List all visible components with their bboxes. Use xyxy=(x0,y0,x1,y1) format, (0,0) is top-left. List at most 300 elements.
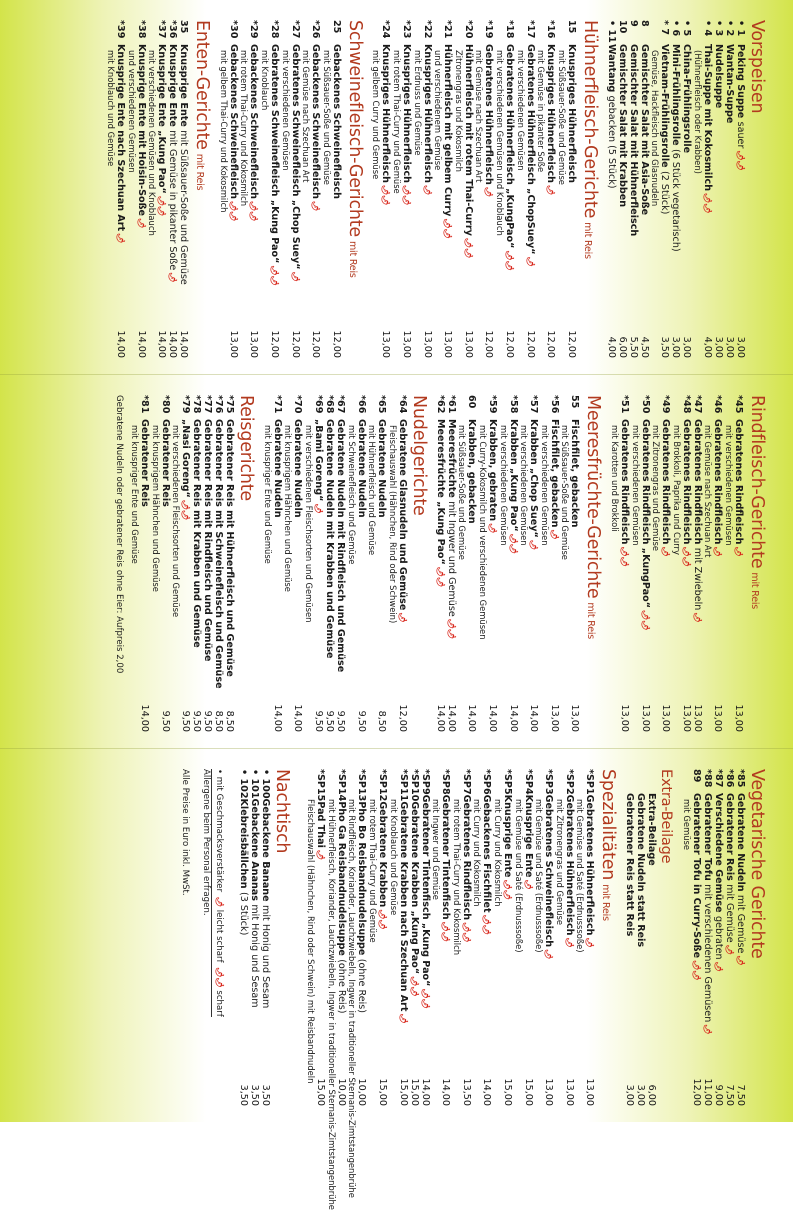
menu-item-name-group xyxy=(335,395,346,672)
menu-item xyxy=(272,395,283,732)
menu-item xyxy=(238,769,249,1106)
menu-item-name-group xyxy=(260,769,271,1008)
hot-chili-icon: 🌶🌶 xyxy=(503,879,513,900)
menu-item xyxy=(504,20,515,358)
menu-item-number: *78 xyxy=(191,395,203,414)
menu-item xyxy=(733,395,744,732)
menu-item-number: *38 xyxy=(135,20,147,39)
menu-item-description: Fleischauswahl (Hähnchen, Rind oder Schwein) mit Reisbandnudeln xyxy=(306,799,317,1084)
menu-item xyxy=(249,769,260,1106)
menu-item xyxy=(635,769,646,1106)
mild-chili-icon: 🌶 xyxy=(136,218,146,229)
section-footnote: Gebratene Nudeln oder gebratener Reis ohne Eier: Aufpreis 2,00 xyxy=(113,395,124,674)
menu-item xyxy=(461,769,472,1106)
menu-item-name: Gebratener Reis mit Schweinefleisch und Gemüse xyxy=(213,419,225,689)
menu-item-number: *SP11 xyxy=(397,769,409,802)
menu-item-price: 14,00 xyxy=(271,704,283,732)
menu-item-name-group xyxy=(692,395,703,623)
mild-chili-icon: 🌶 xyxy=(488,523,498,534)
menu-item-number: *SP7 xyxy=(460,769,472,795)
menu-item-description: mit Hühnerfleisch, Koriander, Lauchzwiebeln, Ingwer in traditioneller Sternanis-Zimtstangenbrühe xyxy=(326,799,337,1210)
menu-item-name: Knuspriges Hühnerfleisch xyxy=(565,44,577,184)
mild-chili-icon: 🌶 xyxy=(484,186,494,197)
menu-item-price: 3,00 xyxy=(735,336,746,358)
section-subtitle: mit Reis xyxy=(194,153,206,191)
menu-item xyxy=(564,769,575,1106)
menu-item-price: 4,00 xyxy=(702,336,713,358)
menu-panel-left xyxy=(0,0,793,374)
menu-item-name: Gebratener Tintenfisch „Kung Pao“ xyxy=(419,794,431,987)
menu-item-description: mit verschiedenen Gemüsen und Knoblauch xyxy=(495,50,506,236)
hot-chili-icon: 🌶🌶 xyxy=(402,185,412,206)
menu-item-name-group xyxy=(238,769,249,935)
menu-item-name: Gebratene Krabben xyxy=(377,801,389,908)
menu-item-price: 12,00 xyxy=(483,330,495,358)
menu-item-name-group xyxy=(635,769,646,947)
allergen-note: Allergene beim Personal erfragen. xyxy=(200,769,211,916)
menu-item-price: 13,00 xyxy=(563,1078,575,1106)
menu-item-description: mit verschiedenen Gemüsen xyxy=(630,425,641,546)
mild-chili-icon: 🌶 xyxy=(713,546,723,557)
menu-item-price: 13,00 xyxy=(248,330,260,358)
menu-item-name-group xyxy=(331,20,342,199)
menu-item xyxy=(724,20,735,358)
hot-chili-icon: 🌶🌶 xyxy=(214,967,224,988)
menu-item-description: (Hühnerfleisch oder Krabben) xyxy=(693,50,703,174)
menu-item-name-group xyxy=(376,395,387,518)
menu-section xyxy=(306,769,619,1210)
menu-item-description: mit gelbem Curry und Gemüse xyxy=(371,50,382,180)
menu-item-description: mit Gemüse nach Szechuan Art xyxy=(474,50,485,183)
menu-item xyxy=(290,20,301,358)
section-title-text: Spezialitäten xyxy=(598,769,619,881)
menu-item-name-group xyxy=(377,769,388,930)
menu-item-number: 10 xyxy=(616,20,628,34)
menu-item-number: *SP2 xyxy=(563,769,575,795)
menu-item xyxy=(691,769,702,1106)
menu-item-description: mit rotem Thai-Curry und Gemüse xyxy=(392,50,403,194)
menu-item xyxy=(619,395,630,732)
menu-item-number: *45 xyxy=(733,395,744,414)
menu-section xyxy=(609,395,767,732)
menu-item-name: Gebratenes Hühnerfleisch „ChopSuey“ xyxy=(524,44,536,255)
menu-item-description: mit verschiedenen Gemüsen xyxy=(539,425,550,546)
menu-item-price: 12,00 xyxy=(524,330,536,358)
menu-item-name: Gebratener Tofu in Curry-Soße xyxy=(691,793,702,959)
menu-item-name: Pad Thai xyxy=(315,801,327,848)
menu-item-description: Gemüse, Hackfleisch und Glasnudeln xyxy=(650,50,661,207)
menu-item xyxy=(180,395,191,732)
menu-item xyxy=(712,395,723,732)
menu-item-number: *SP15 xyxy=(315,769,327,802)
menu-item xyxy=(335,395,346,732)
hot-chili-icon: 🌶🌶 xyxy=(505,250,515,271)
menu-item-name-group xyxy=(272,395,283,518)
menu-item-price: 6,00 xyxy=(616,336,628,358)
menu-item-name-group xyxy=(440,769,451,942)
menu-item-description: mit Gemüse und Saté (Erdnusssoße) xyxy=(534,799,545,953)
menu-item-price: 8,50 xyxy=(224,710,236,732)
menu-item-name: Hühnerfleisch mit rotem Thai-Curry xyxy=(462,44,474,236)
menu-item-description: mit Curry-Kokosmilch und verschiedenen Gemüsen xyxy=(478,425,489,640)
menu-item-name-group xyxy=(691,769,702,980)
menu-item xyxy=(606,20,617,358)
menu-item xyxy=(639,20,650,358)
menu-item-description: mit Schweinefleisch und Gemüse xyxy=(346,425,357,565)
menu-item xyxy=(442,20,453,358)
section-title-text: Schweinefleisch-Gerichte xyxy=(344,20,365,237)
menu-item-description: mit Knoblauch xyxy=(260,50,271,111)
menu-item-inline-desc: (6 Stück vegetarisch) xyxy=(670,149,682,252)
menu-item xyxy=(481,769,492,1106)
menu-item-name-group xyxy=(713,769,724,972)
menu-item-price: 12,00 xyxy=(330,330,342,358)
menu-item-price: 14,00 xyxy=(528,704,540,732)
menu-item-price: 4,50 xyxy=(638,336,650,358)
menu-item xyxy=(422,20,433,358)
menu-item-number: 35 xyxy=(178,20,190,34)
menu-item-name: Gebratene Nudeln xyxy=(735,793,746,892)
menu-item xyxy=(156,20,167,358)
menu-item-price: 13,00 xyxy=(401,330,413,358)
hot-chili-icon: 🌶🌶 xyxy=(692,960,701,981)
menu-item-name: Krabben, gebraten xyxy=(487,419,499,522)
menu-item-price: 13,00 xyxy=(660,704,672,732)
menu-item-price: 13,00 xyxy=(227,330,239,358)
menu-item-inline-desc: (ohne Reis) xyxy=(335,959,347,1014)
menu-item xyxy=(735,20,746,358)
menu-item-name: Gebratener Reis xyxy=(159,419,171,507)
mild-chili-icon: 🌶 xyxy=(311,200,321,212)
menu-item-name-group xyxy=(545,20,556,195)
legend-msg-text: • mit Geschmacksverstärker xyxy=(213,769,224,893)
mild-chili-icon: 🌶 xyxy=(703,1024,712,1035)
menu-item-name: „Bami Goreng“ xyxy=(313,419,325,502)
menu-item-name: Gebratenes Rindfleisch xyxy=(660,419,672,545)
menu-item-number: • 6 xyxy=(670,20,682,37)
menu-item-name: Gebratenes Rindfleisch xyxy=(680,419,692,545)
menu-item-name: Hühnerfleisch mit gelbem Curry xyxy=(442,44,454,217)
menu-item-name: Gebratener Reis xyxy=(139,419,151,507)
menu-item-description: mit Brokkoli, Paprika und Curry xyxy=(671,425,682,555)
section-subtitle: mit Reis xyxy=(581,222,593,259)
menu-item-inline-desc: mit Gemüse xyxy=(724,884,735,943)
menu-item-price: 8,50 xyxy=(376,710,388,732)
menu-item-name-group xyxy=(549,395,560,540)
menu-item-name-group xyxy=(617,20,628,207)
menu-item-number: *21 xyxy=(442,20,454,39)
menu-item xyxy=(324,395,335,732)
section-title xyxy=(746,20,767,358)
menu-item-name-group xyxy=(564,769,575,948)
menu-section xyxy=(113,395,257,732)
menu-item-price: 15,00 xyxy=(408,1078,420,1106)
menu-item xyxy=(115,20,126,358)
mild-chili-icon: 🌶 xyxy=(585,937,595,948)
hot-chili-icon: 🌶🌶 xyxy=(463,237,473,259)
menu-item-number: *27 xyxy=(289,20,301,39)
menu-item-name-group xyxy=(681,20,692,153)
menu-item-name-group xyxy=(724,769,735,955)
menu-item-number: 60 xyxy=(466,395,478,409)
menu-item-name: Gebratene Nudeln xyxy=(355,419,367,518)
menu-item-price: 14,00 xyxy=(178,330,190,358)
menu-item-name-group xyxy=(702,769,713,1034)
menu-item-name: Gebackenes Schweinefleisch xyxy=(330,44,342,199)
menu-item-price: 10,00 xyxy=(356,1078,368,1106)
menu-item-number: *47 xyxy=(691,395,703,414)
menu-item xyxy=(213,395,224,732)
menu-item-price: 12,00 xyxy=(310,330,322,358)
menu-item-inline-desc: mit Zwiebeln xyxy=(691,547,703,611)
section-subtitle: mit Reis xyxy=(585,602,597,640)
menu-item-description: mit Hühnerfleisch und Gemüse xyxy=(367,425,378,556)
menu-item-price: 14,00 xyxy=(440,1078,452,1106)
menu-section xyxy=(238,769,292,1106)
menu-item-price: 14,00 xyxy=(156,330,168,358)
menu-item xyxy=(376,395,387,732)
menu-item-name: Fischfilet, gebacken xyxy=(569,419,581,528)
mild-chili-icon: 🌶 xyxy=(116,233,126,244)
menu-item-name-group xyxy=(160,395,171,507)
menu-item-description: mit Curry und Kokosmilch xyxy=(493,799,504,907)
menu-item-price: 3,50 xyxy=(259,1084,271,1106)
prices-note: Alle Preise in Euro inkl. MwSt. xyxy=(179,769,190,896)
menu-item-inline-desc: (3 Stück) xyxy=(237,891,249,936)
menu-item-price: 6,00 xyxy=(646,1084,658,1106)
menu-item xyxy=(659,20,670,358)
mild-chili-icon: 🌶 xyxy=(314,503,324,514)
menu-item-number: 9 xyxy=(627,20,639,27)
menu-item-name-group xyxy=(735,20,746,171)
mild-chili-icon: 🌶 xyxy=(544,949,554,960)
menu-item-number: *17 xyxy=(524,20,536,39)
menu-item-name: Verschiedene Gemüse xyxy=(713,793,724,913)
menu-item-number: *80 xyxy=(159,395,171,414)
menu-item-number: *SP8 xyxy=(440,769,452,795)
section-title-text: Nachtisch xyxy=(271,769,292,854)
menu-item-price: 12,00 xyxy=(691,1078,702,1106)
section-subtitle: mit Reis xyxy=(346,240,358,278)
menu-item-name: Gebratenes Rindfleisch xyxy=(691,419,703,545)
menu-item-name: Gebratene Glasnudeln und Gemüse xyxy=(396,419,408,611)
section-title-text: Rindfleisch-Gerichte xyxy=(747,395,767,569)
menu-item-number: • 1 xyxy=(735,20,746,37)
menu-item-name: „Nasi Goreng“ xyxy=(180,419,192,498)
menu-item xyxy=(502,769,513,1106)
menu-item-name: Gebratenes Rindfleisch xyxy=(460,794,472,921)
menu-item-name: Gebratenes Rindfleisch „KungPao“ xyxy=(639,419,651,609)
hot-chili-icon: 🌶🌶 xyxy=(435,566,445,588)
hot-chili-icon: 🌶🌶 xyxy=(381,185,391,206)
menu-item-name: Gemischter Salat mit Hühnerfleisch xyxy=(627,44,639,237)
menu-item-name: Wantang xyxy=(605,44,617,93)
menu-item-price: 9,50 xyxy=(191,710,203,732)
menu-item-number: • 5 xyxy=(681,20,693,37)
menu-item-name-group xyxy=(463,20,474,258)
menu-item-description: mit rotem Thai-Curry und Gemüse xyxy=(368,799,379,943)
menu-item xyxy=(463,20,474,358)
menu-item-inline-desc: gebacken (5 Stück) xyxy=(605,95,617,189)
menu-item-number: *46 xyxy=(712,395,724,414)
menu-item-price: 11,00 xyxy=(702,1078,713,1106)
section-title-text: Vorspeisen xyxy=(747,20,767,114)
mild-chili-icon: 🌶 xyxy=(290,271,300,282)
menu-item-price: 9,50 xyxy=(313,710,325,732)
menu-item xyxy=(525,20,536,358)
mild-chili-icon: 🌶 xyxy=(525,256,535,267)
hot-chili-icon: 🌶🌶 xyxy=(681,546,691,567)
menu-item-name-group xyxy=(139,395,150,507)
menu-item-name: Knuspriges Hühnerfleisch xyxy=(545,44,557,184)
menu-item-price: 15,00 xyxy=(397,1078,409,1106)
menu-item-price: 3,50 xyxy=(237,1084,249,1106)
menu-item-price: 13,00 xyxy=(733,704,744,732)
menu-item-name: Knusprige Ente „Kung Pao“ xyxy=(156,44,168,194)
hot-chili-icon: 🌶🌶 xyxy=(640,610,650,631)
menu-item-name: Gebratener Reis mit Hühnerfleisch und Gemüse xyxy=(224,419,236,677)
menu-item xyxy=(228,20,239,358)
menu-item-name-group xyxy=(712,395,723,557)
menu-item-name: Gebratener Reis mit Krabben und Gemüse xyxy=(191,419,203,648)
menu-item-name-group xyxy=(420,769,431,1009)
menu-item-number: *67 xyxy=(335,395,347,414)
menu-item-inline-desc: mit Honig und Sesam xyxy=(259,905,271,1009)
menu-item xyxy=(139,395,150,732)
menu-item xyxy=(136,20,147,358)
menu-item-price: 7,50 xyxy=(724,1084,735,1106)
menu-item xyxy=(310,20,321,358)
menu-panel-middle xyxy=(0,374,793,748)
section-title xyxy=(342,20,365,358)
menu-item xyxy=(397,395,408,732)
menu-item-name-group xyxy=(178,20,189,285)
menu-item-name-group xyxy=(397,395,408,623)
menu-item-number: *18 xyxy=(504,20,516,39)
menu-item-number: 89 xyxy=(691,769,702,783)
menu-item-name: Gebratenes Hühnerfleisch xyxy=(584,794,596,936)
menu-item xyxy=(331,20,342,358)
menu-item-name: Gebratenes Rindfleisch xyxy=(619,419,631,545)
section-title-text: Nudelgerichte xyxy=(408,395,429,516)
menu-item-price: 13,50 xyxy=(460,1078,472,1106)
menu-item xyxy=(313,395,324,732)
menu-item-number: *51 xyxy=(619,395,631,414)
menu-item-inline-desc: mit Gemüse xyxy=(735,894,746,954)
menu-item-name-group xyxy=(249,20,260,221)
menu-item-price: 15,00 xyxy=(522,1078,534,1106)
menu-item-number: *48 xyxy=(680,395,692,414)
menu-item-name-group xyxy=(733,395,744,557)
menu-item-inline-desc: mit Gemüse in pikanter Soße xyxy=(167,130,179,271)
menu-item-name-group xyxy=(336,769,347,1013)
menu-item-price: 14,00 xyxy=(507,704,519,732)
menu-item-name: Klebreisbällchen xyxy=(237,798,249,889)
menu-section xyxy=(435,395,604,732)
menu-item-number: *71 xyxy=(271,395,283,414)
menu-item-price: 15,00 xyxy=(502,1078,514,1106)
menu-item-name-group xyxy=(508,395,519,554)
menu-item-number: *49 xyxy=(660,395,672,414)
mild-chili-icon: 🌶 xyxy=(523,879,533,890)
menu-item-name-group xyxy=(523,769,534,890)
menu-item-name-group xyxy=(466,395,477,524)
menu-section xyxy=(606,20,767,358)
menu-item xyxy=(713,20,724,358)
menu-item-description: Zitronengras und Kokosmilch xyxy=(453,50,464,172)
section-title-text: Extra-Beilage xyxy=(658,769,675,864)
menu-item-description: mit verschiedenen Gemüsen und Knoblauch xyxy=(147,50,158,236)
menu-item-name: Pho Ga Reisbandnudelsuppe xyxy=(335,801,347,956)
menu-item-name-group xyxy=(224,395,235,677)
menu-item-price: 12,00 xyxy=(269,330,281,358)
menu-item xyxy=(249,20,260,358)
menu-item-number: *50 xyxy=(639,395,651,414)
section-title-text: Vegetarische Gerichte xyxy=(747,769,767,959)
menu-item xyxy=(260,769,271,1106)
menu-item xyxy=(487,395,498,732)
mild-chili-icon: 🌶 xyxy=(714,961,723,972)
menu-item-name: Gebratene Krabben nach Szechuan Art xyxy=(397,801,409,1012)
menu-item xyxy=(735,769,746,1106)
menu-item-number: *61 xyxy=(445,395,457,414)
menu-item-number: • 2 xyxy=(724,20,735,37)
hot-chili-icon: 🌶🌶 xyxy=(157,195,167,217)
menu-item-number: *77 xyxy=(202,395,214,414)
menu-item-name: Krabben „Chop Suey“ xyxy=(528,419,540,538)
menu-item-description: mit knusprigem Hähnchen und Gemüse xyxy=(150,425,161,592)
menu-item-description: mit Süßsauer-Soße und Gemüse xyxy=(556,50,567,185)
menu-item-name: Gebratener Reis statt Reis xyxy=(624,793,636,937)
menu-item-name-group xyxy=(543,769,554,959)
menu-item-description: und verschiedenen Gemüsen xyxy=(126,50,137,173)
menu-item-description: mit Erdnuss und Gemüse xyxy=(412,50,423,156)
menu-item-number: *75 xyxy=(224,395,236,414)
menu-item-name: Knuspriges Hühnerfleisch xyxy=(380,44,392,184)
menu-item-number: 8 xyxy=(638,20,650,27)
menu-item-description: mit Knoblauch und Gemüse xyxy=(106,50,117,167)
hot-chili-icon: 🌶🌶 xyxy=(482,914,492,935)
menu-item-name: Meeresfrüchte xyxy=(445,419,457,498)
mild-chili-icon: 🌶 xyxy=(422,185,432,196)
menu-item xyxy=(566,20,577,358)
menu-item-name-group xyxy=(640,395,651,630)
menu-item-price: 12,00 xyxy=(504,330,516,358)
menu-item-name-group xyxy=(504,20,515,271)
menu-item xyxy=(377,769,388,1106)
menu-item xyxy=(293,395,304,732)
menu-item xyxy=(646,769,657,1106)
menu-item-name-group xyxy=(569,395,580,527)
hot-chili-icon: 🌶🌶 xyxy=(620,546,630,567)
menu-item-name-group xyxy=(324,395,335,658)
menu-item-name: Fischfilet, gebacken xyxy=(548,419,560,528)
menu-item-name-group xyxy=(167,20,178,282)
menu-item-name: Gemischter Salat mit Krabben xyxy=(616,44,628,208)
menu-item-description: mit rotem Thai-Curry und Kokosmilch xyxy=(451,799,462,956)
mild-chili-icon: 🌶 xyxy=(397,612,407,623)
menu-item-name: Gebratenes Rindfleisch xyxy=(712,419,724,545)
menu-item-name-group xyxy=(660,395,671,557)
menu-item xyxy=(446,395,457,732)
menu-item-name-group xyxy=(502,769,513,900)
menu-item-number: • 100 xyxy=(259,769,271,799)
menu-item-name: Knuspriges Hühnerfleisch xyxy=(401,44,413,184)
menu-item-description: mit knuspriger Ente und Gemüse xyxy=(130,425,141,564)
menu-item xyxy=(356,769,367,1106)
menu-item-number: *65 xyxy=(376,395,388,414)
menu-item-name-group xyxy=(628,20,639,236)
